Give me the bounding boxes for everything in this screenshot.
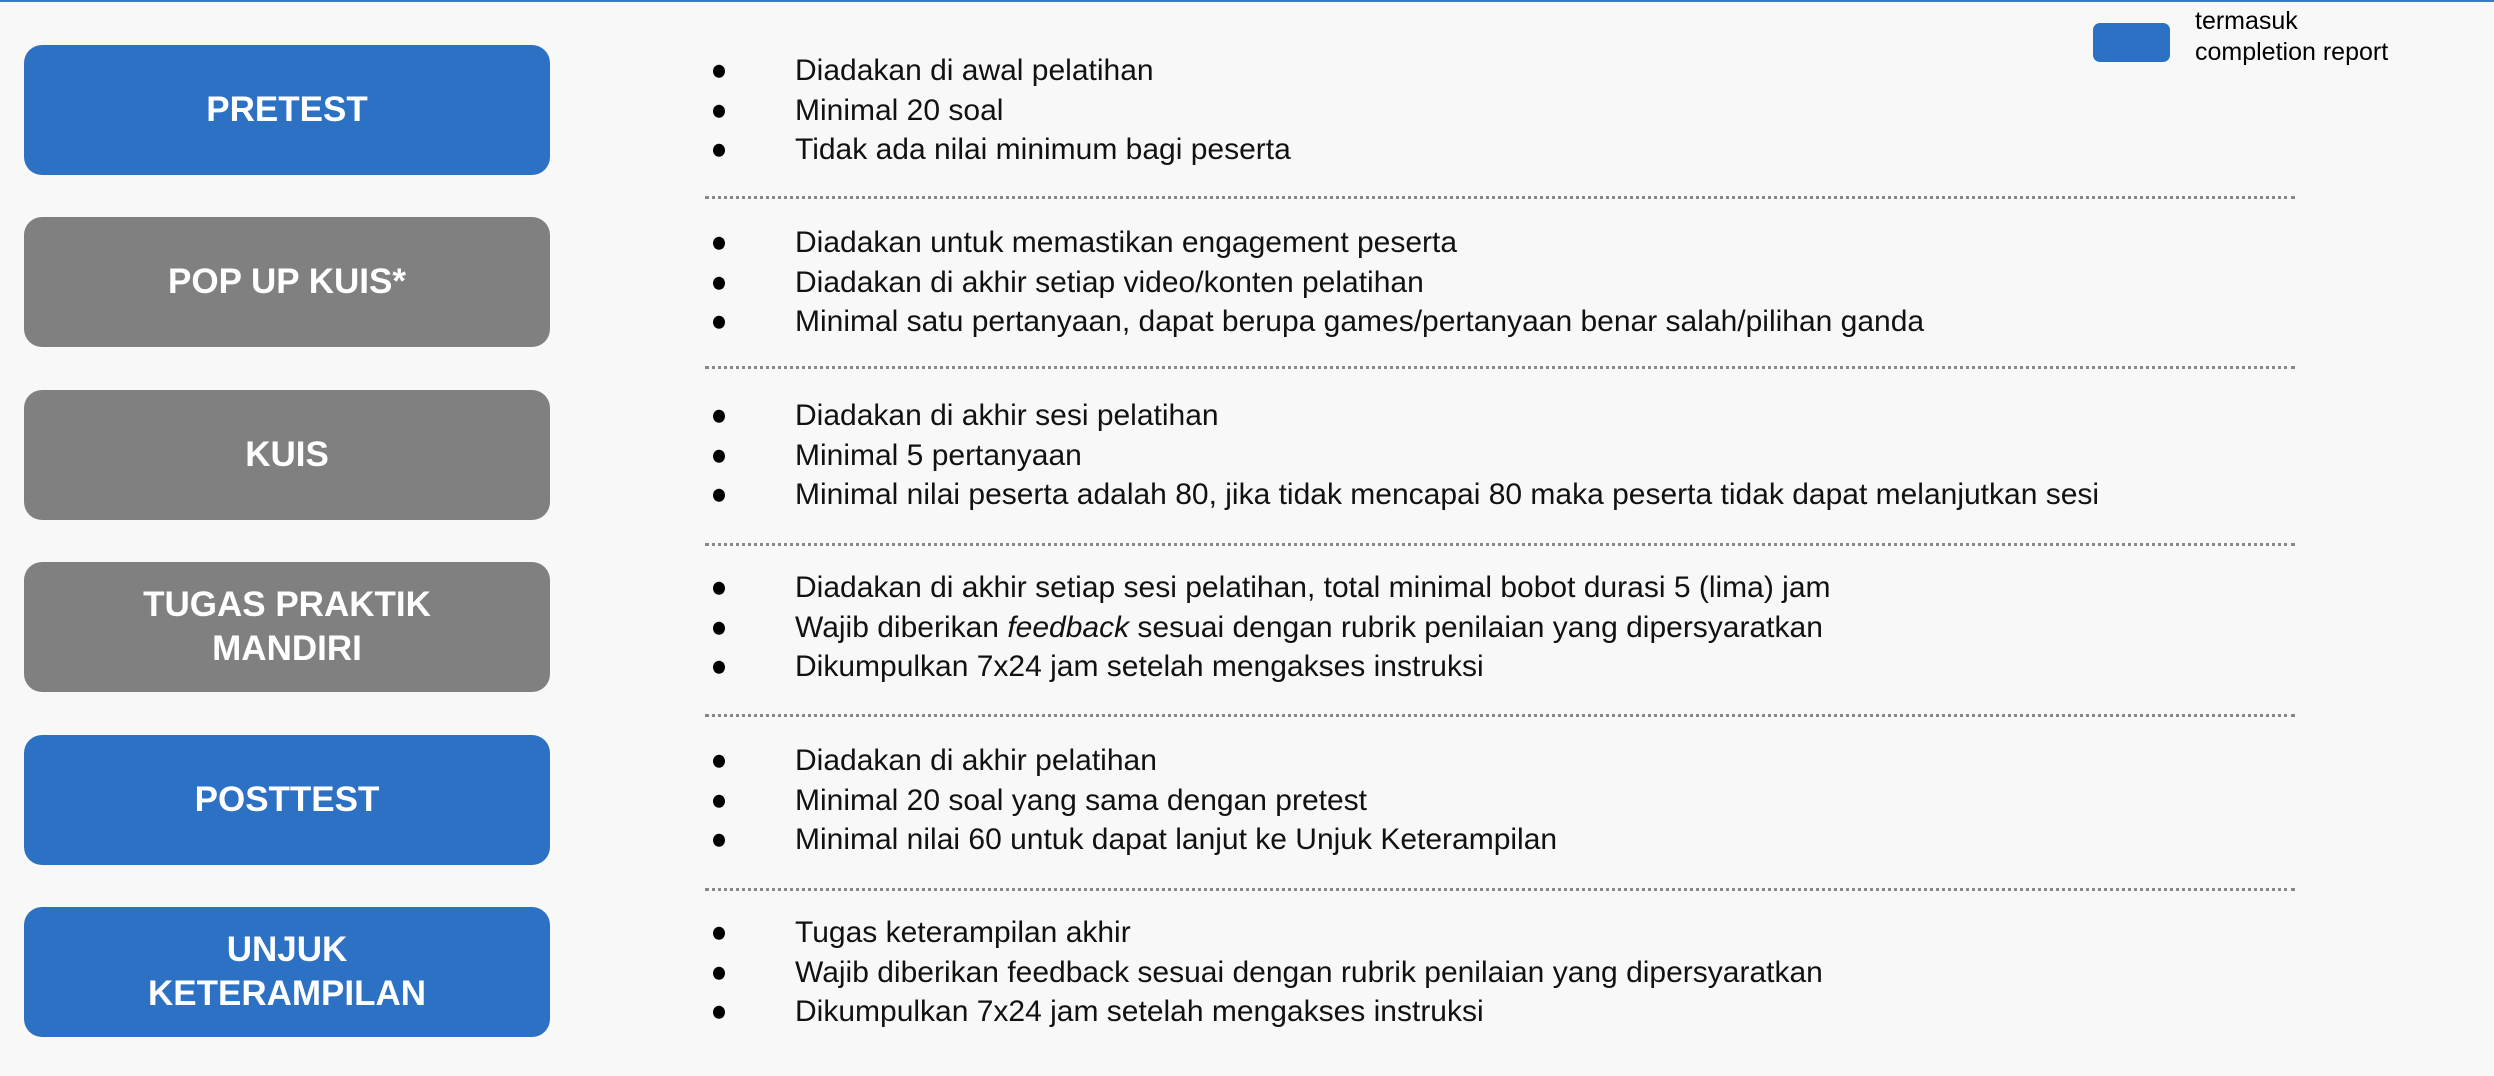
- bullet-icon: [713, 582, 725, 595]
- list-item: [705, 913, 1823, 953]
- list-item-text: Wajib diberikan: [795, 610, 1008, 644]
- unjuk-keterampilan-label-box: [24, 907, 550, 1037]
- list-item-text: Diadakan di akhir setiap sesi pelatihan, total minimal bobot durasi 5 (lima) jam: [795, 570, 1831, 604]
- list-item-text: Minimal 20 soal: [795, 93, 1004, 127]
- bullet-icon: [713, 755, 725, 768]
- bullet-icon: [713, 1006, 725, 1019]
- list-item-text: Minimal nilai 60 untuk dapat lanjut ke Unjuk Keterampilan: [795, 822, 1558, 856]
- tugas-bullet-list: [705, 568, 1831, 687]
- bullet-icon: [713, 794, 725, 807]
- kuis-bullet-list: [705, 396, 2099, 515]
- row-posttest: [0, 735, 2494, 865]
- list-item-text: Tidak ada nilai minimum bagi peserta: [795, 132, 1291, 166]
- list-item: [705, 262, 1924, 302]
- legend-label-line1: termasuk: [2195, 7, 2298, 35]
- kuis-label-box: [24, 390, 550, 520]
- pop-up-kuis-label-box: [24, 217, 550, 347]
- pretest-label-box: [24, 45, 550, 175]
- pop-up-kuis-label: POP UP KUIS*: [168, 262, 406, 301]
- pop-up-kuis-bullet-list: [705, 223, 1924, 342]
- list-item-text: Minimal nilai peserta adalah 80, jika tidak mencapai 80 maka peserta tidak dapat melanjutkan sesi: [795, 477, 2100, 511]
- list-item-text: Diadakan di akhir sesi pelatihan: [795, 398, 1219, 432]
- bullet-icon: [713, 661, 725, 674]
- list-item-text: Minimal satu pertanyaan, dapat berupa games/pertanyaan benar salah/pilihan ganda: [795, 304, 1925, 338]
- list-item-emphasis: feedback: [1007, 610, 1130, 644]
- bullet-icon: [713, 489, 725, 502]
- pretest-label: PRETEST: [206, 90, 368, 129]
- tugas-praktik-mandiri-label-box: [24, 562, 550, 692]
- list-item-text: Wajib diberikan feedback sesuai dengan rubrik penilaian yang dipersyaratkan: [795, 955, 1823, 989]
- posttest-label: POSTTEST: [194, 780, 380, 819]
- list-item-text: Tugas keterampilan akhir: [795, 915, 1131, 949]
- bullet-icon: [713, 104, 725, 117]
- list-item-text: Dikumpulkan 7x24 jam setelah mengakses instruksi: [795, 649, 1484, 683]
- posttest-label-box: [24, 735, 550, 865]
- tugas-label-line1: TUGAS PRAKTIK: [143, 585, 431, 624]
- tugas-label-line2: MANDIRI: [212, 629, 362, 668]
- row-tugas-praktik-mandiri: [0, 562, 2494, 692]
- kuis-label: KUIS: [245, 435, 329, 474]
- bullet-icon: [713, 237, 725, 250]
- bullet-icon: [713, 834, 725, 847]
- bullet-icon: [713, 65, 725, 78]
- unjuk-label-line2: KETERAMPILAN: [147, 974, 427, 1013]
- list-item-text: Minimal 20 soal yang sama dengan pretest: [795, 783, 1367, 817]
- list-item-text: Diadakan di akhir setiap video/konten pelatihan: [795, 265, 1424, 299]
- dotted-divider: [705, 543, 2295, 546]
- dotted-divider: [705, 714, 2295, 717]
- dotted-divider: [705, 366, 2295, 369]
- list-item: [705, 90, 1291, 130]
- bullet-icon: [713, 927, 725, 940]
- dotted-divider: [705, 196, 2295, 199]
- list-item: [705, 992, 1823, 1032]
- list-item: [705, 475, 2099, 515]
- posttest-bullet-list: [705, 741, 1557, 860]
- list-item-text: Diadakan di awal pelatihan: [795, 53, 1154, 87]
- list-item: [705, 51, 1291, 91]
- row-kuis: [0, 390, 2494, 520]
- legend-label-line2: completion report: [2195, 38, 2389, 66]
- list-item: [705, 130, 1291, 170]
- row-pop-up-kuis: [0, 217, 2494, 347]
- list-item-text: Diadakan di akhir pelatihan: [795, 743, 1157, 777]
- list-item: [705, 435, 2099, 475]
- list-item: [705, 741, 1557, 781]
- unjuk-bullet-list: [705, 913, 1823, 1032]
- list-item-text: Dikumpulkan 7x24 jam setelah mengakses instruksi: [795, 994, 1484, 1028]
- list-item: [705, 223, 1924, 263]
- row-pretest: [0, 45, 2494, 175]
- bullet-icon: [713, 316, 725, 329]
- list-item: [705, 568, 1831, 608]
- bullet-icon: [713, 449, 725, 462]
- bullet-icon: [713, 410, 725, 423]
- list-item: [705, 780, 1557, 820]
- unjuk-label-line1: UNJUK: [226, 930, 348, 969]
- list-item-text: Diadakan untuk memastikan engagement peserta: [795, 225, 1458, 259]
- list-item-text: Minimal 5 pertanyaan: [795, 438, 1082, 472]
- list-item: [705, 647, 1831, 687]
- bullet-icon: [713, 144, 725, 157]
- list-item: [705, 607, 1831, 647]
- list-item: [705, 396, 2099, 436]
- list-item: [705, 820, 1557, 860]
- pretest-bullet-list: [705, 51, 1291, 170]
- list-item: [705, 952, 1823, 992]
- bullet-icon: [713, 966, 725, 979]
- bullet-icon: [713, 276, 725, 289]
- bullet-icon: [713, 621, 725, 634]
- dotted-divider: [705, 888, 2295, 891]
- list-item-text: sesuai dengan rubrik penilaian yang dipersyaratkan: [1129, 610, 1823, 644]
- row-unjuk-keterampilan: [0, 907, 2494, 1037]
- list-item: [705, 302, 1924, 342]
